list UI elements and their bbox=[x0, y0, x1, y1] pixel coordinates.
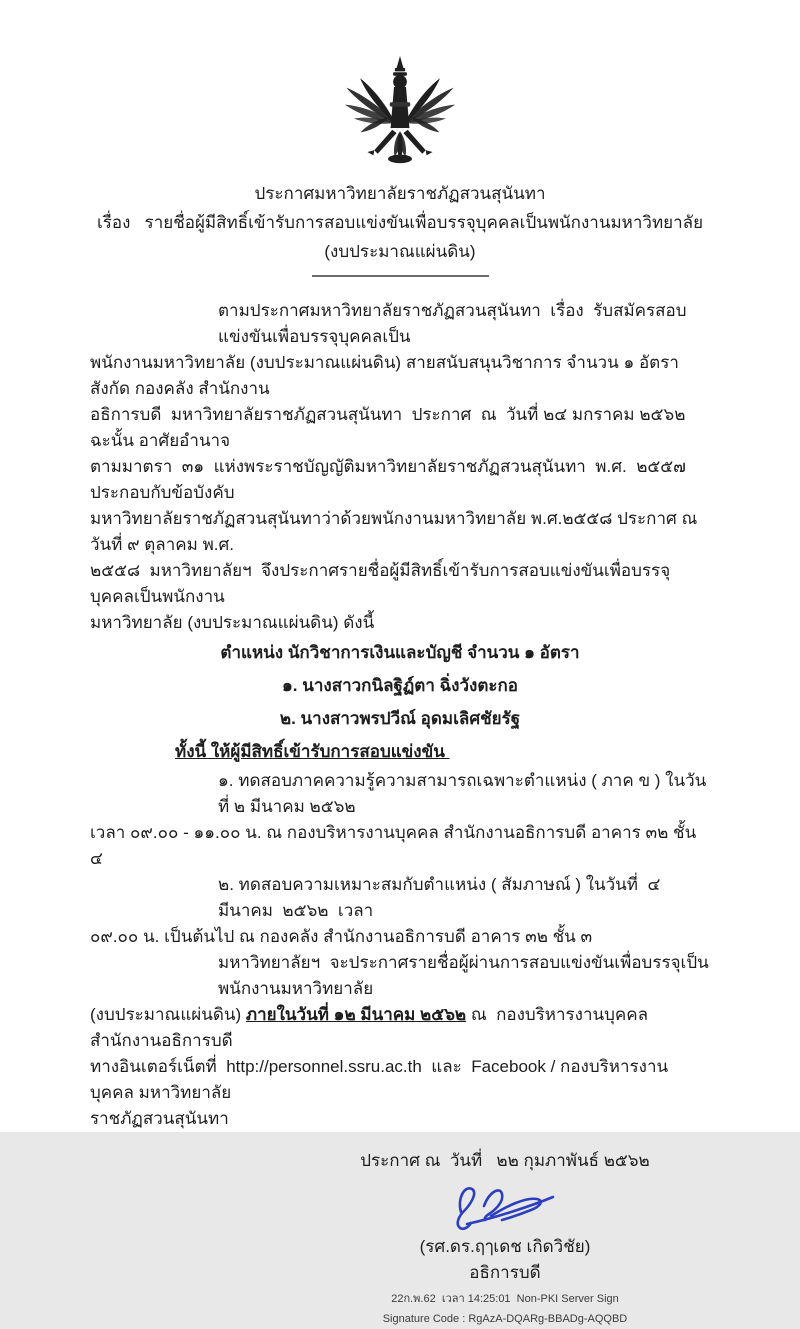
paragraph-line: ตามมาตรา ๓๑ แห่งพระราชบัญญัติมหาวิทยาลัยราชภัฏสวนสุนันทา พ.ศ. ๒๕๕๗ ประกอบกับข้อบังคับ bbox=[90, 457, 696, 502]
esign-code: Signature Code : RgAzA-DQARg-BBADg-AQQBD bbox=[382, 1313, 628, 1325]
esign-stamp bbox=[300, 1289, 710, 1329]
esign-timestamp: 22ก.พ.62 เวลา 14:25:01 Non-PKI Server Sign bbox=[391, 1293, 619, 1305]
eligible-candidates-section bbox=[90, 636, 710, 735]
result-paragraph bbox=[90, 950, 710, 1132]
result-line-prefix: (งบประมาณแผ่นดิน) bbox=[90, 1005, 246, 1024]
signatory-title: อธิการบดี bbox=[469, 1263, 541, 1282]
result-deadline-underline: ภายในวันที่ ๑๒ มีนาคม ๒๕๖๒ bbox=[245, 1005, 467, 1024]
doc-subject-line: เรื่อง รายชื่อผู้มีสิทธิ์เข้ารับการสอบแข่งขันเพื่อบรรจุบุคคลเป็นพนักงานมหาวิทยาลัย bbox=[96, 213, 704, 232]
announcement-url-line: ทางอินเตอร์เน็ตที่ http://personnel.ssru.ac.th และ Facebook / กองบริหารงานบุคคล มหาวิทยาลัย bbox=[90, 1057, 669, 1102]
signoff-block bbox=[90, 1148, 710, 1329]
exam-item-2-line-1: ๒. ทดสอบความเหมาะสมกับตำแหน่ง ( สัมภาษณ์ ) ในวันที่ ๔ มีนาคม ๒๕๖๒ เวลา bbox=[218, 875, 670, 920]
candidate-item-1: ๑. นางสาวกนิลฐิฏ์ตา ฉิ่งวังตะกอ bbox=[281, 676, 518, 695]
document-header bbox=[90, 179, 710, 277]
paragraph-line: อธิการบดี มหาวิทยาลัยราชภัฏสวนสุนันทา ประกาศ ณ วันที่ ๒๔ มกราคม ๒๕๖๒ ฉะนั้น อาศัยอำนาจ bbox=[90, 405, 691, 450]
result-line-suffix: ณ กองบริหารงานบุคคล สำนักงานอธิการบดี bbox=[90, 1005, 658, 1050]
announcement-date: ประกาศ ณ วันที่ ๒๒ กุมภาพันธ์ ๒๕๖๒ bbox=[360, 1151, 650, 1170]
exam-schedule-list bbox=[90, 768, 710, 950]
opening-paragraph bbox=[90, 298, 710, 636]
doc-title-line: ประกาศมหาวิทยาลัยราชภัฏสวนสุนันทา bbox=[254, 184, 546, 203]
signatory-name: (รศ.ดร.ฤๅเดช เกิดวิชัย) bbox=[419, 1237, 591, 1256]
title-divider bbox=[312, 275, 489, 277]
paragraph-line: ราชภัฏสวนสุนันทา bbox=[90, 1109, 229, 1128]
paragraph-line bbox=[90, 1002, 710, 1054]
position-heading: ตำแหน่ง นักวิชาการเงินและบัญชี จำนวน ๑ อัตรา bbox=[220, 643, 580, 662]
instruction-heading: ทั้งนี้ ให้ผู้มีสิทธิ์เข้ารับการสอบแข่งขัน bbox=[175, 742, 450, 761]
paragraph-line: มหาวิทยาลัย (งบประมาณแผ่นดิน) ดังนี้ bbox=[90, 613, 375, 632]
exam-item-1-line-2: เวลา ๐๙.๐๐ - ๑๑.๐๐ น. ณ กองบริหารงานบุคคล สำนักงานอธิการบดี อาคาร ๓๒ ชั้น ๔ bbox=[90, 823, 701, 868]
candidate-item-2: ๒. นางสาวพรปวีณ์ อุดมเลิศชัยรัฐ bbox=[279, 709, 521, 728]
budget-note-line: (งบประมาณแผ่นดิน) bbox=[324, 242, 476, 261]
paragraph-line: ๒๕๕๘ มหาวิทยาลัยฯ จึงประกาศรายชื่อผู้มีสิทธิ์เข้ารับการสอบแข่งขันเพื่อบรรจุบุคคลเป็นพนักงาน bbox=[90, 561, 671, 606]
exam-item-2-line-2: ๐๙.๐๐ น. เป็นต้นไป ณ กองคลัง สำนักงานอธิการบดี อาคาร ๓๒ ชั้น ๓ bbox=[90, 927, 593, 946]
emblem-container bbox=[90, 54, 710, 171]
signature-scribble bbox=[439, 1178, 571, 1232]
paragraph-line: พนักงานมหาวิทยาลัย (งบประมาณแผ่นดิน) สายสนับสนุนวิชาการ จำนวน ๑ อัตรา สังกัด กองคลัง สำนักงาน bbox=[90, 353, 684, 398]
paragraph-line: ตามประกาศมหาวิทยาลัยราชภัฏสวนสุนันทา เรื่อง รับสมัครสอบแข่งขันเพื่อบรรจุบุคคลเป็น bbox=[218, 301, 687, 346]
exam-item-1-line-1: ๑. ทดสอบภาคความรู้ความสามารถเฉพาะตำแหน่ง ( ภาค ข ) ในวันที่ ๒ มีนาคม ๒๕๖๒ bbox=[218, 771, 707, 816]
paragraph-line: มหาวิทยาลัยฯ จะประกาศรายชื่อผู้ผ่านการสอบแข่งขันเพื่อบรรจุเป็นพนักงานมหาวิทยาลัย bbox=[218, 953, 709, 998]
paragraph-line: มหาวิทยาลัยราชภัฏสวนสุนันทาว่าด้วยพนักงานมหาวิทยาลัย พ.ศ.๒๕๕๘ ประกาศ ณ วันที่ ๙ ตุลาคม พ.ศ. bbox=[90, 509, 703, 554]
garuda-emblem-icon bbox=[340, 54, 460, 166]
